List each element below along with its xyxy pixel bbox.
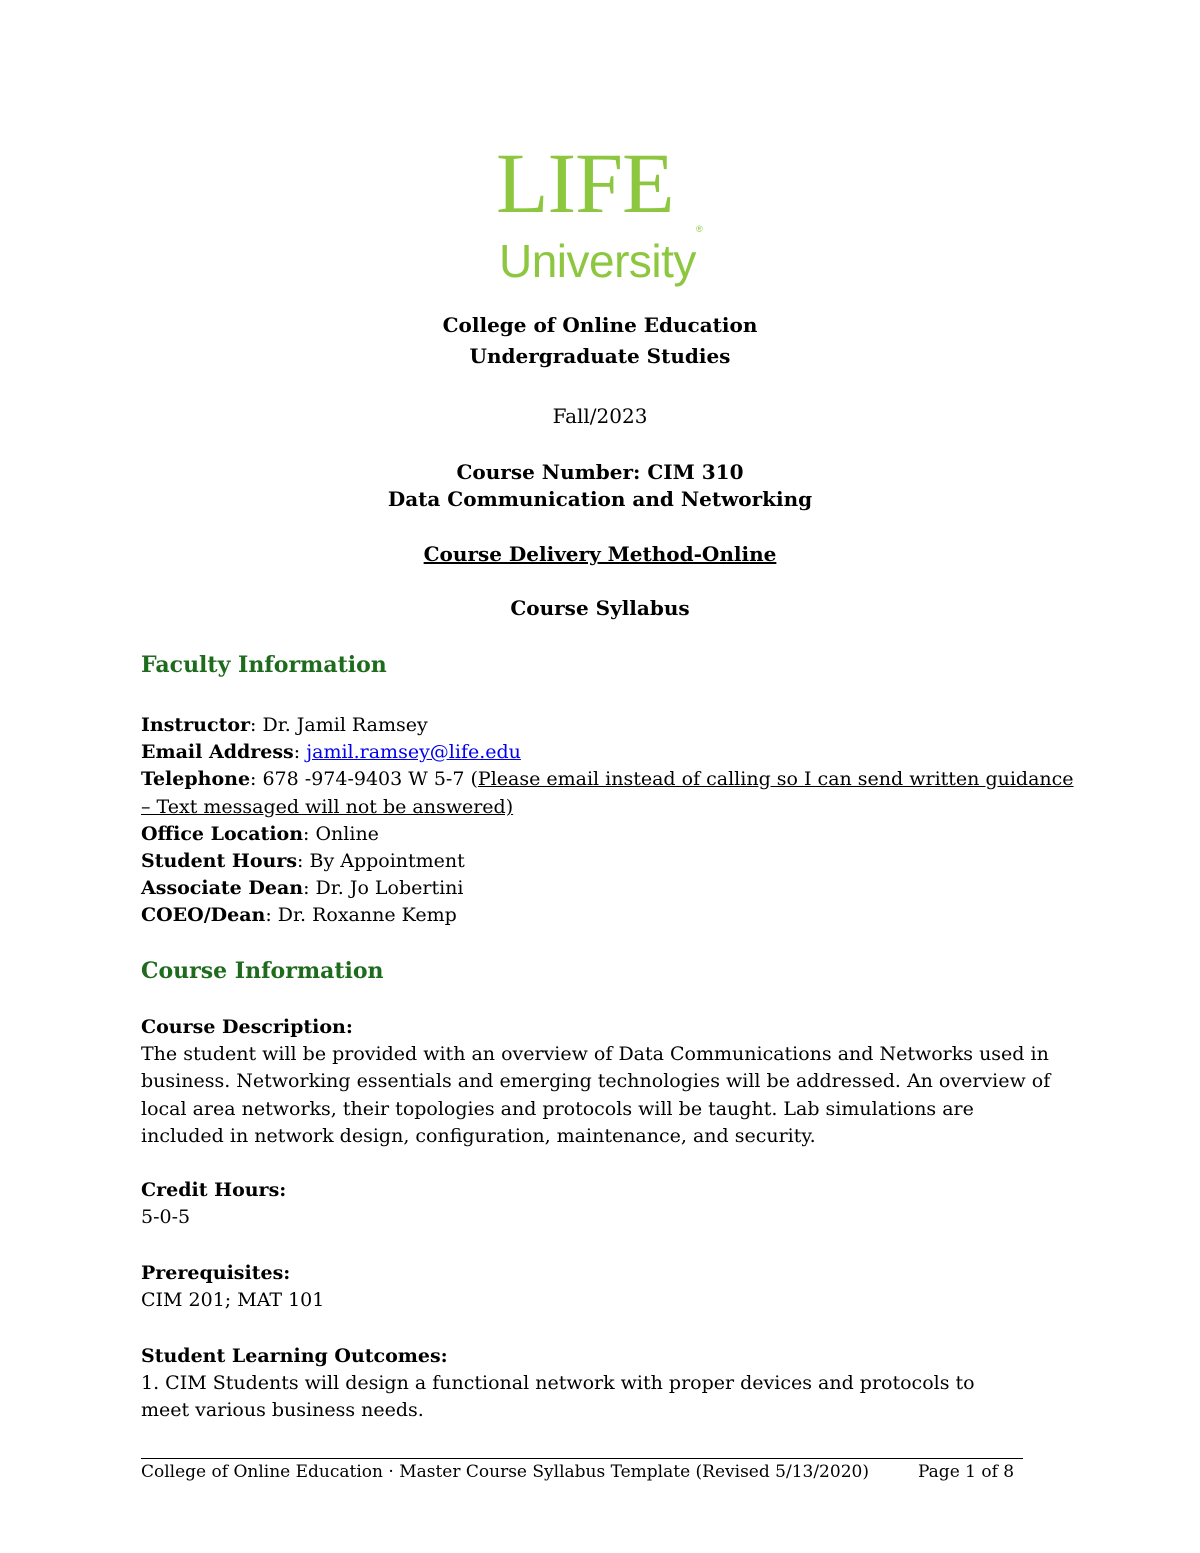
email-link[interactable]: jamil.ramsey@life.edu [306, 741, 521, 763]
instructor-line [141, 712, 428, 738]
term: Fall/2023 [552, 404, 648, 428]
telephone-note-continued: – Text messaged will not be answered) [141, 796, 514, 818]
associate-dean-value: : Dr. Jo Lobertini [303, 877, 464, 899]
office-value: : Online [303, 823, 379, 845]
course-title: Data Communication and Networking [387, 487, 813, 511]
course-description-text: The student will be provided with an overview of Data Communications and Networks used in business. Networking essentials and emerging technologies will be addressed. An overview of local area networks, their topologies and protocols will be taught. Lab simulations are included in network design, configuration, maintenance, and security. [141, 1043, 1051, 1147]
email-separator: : [293, 741, 307, 763]
email-label: Email Address [141, 741, 294, 763]
instructor-label: Instructor [141, 714, 251, 736]
footer-divider [141, 1458, 1023, 1459]
footer-template-info: College of Online Education · Master Course Syllabus Template (Revised 5/13/2020) [141, 1462, 869, 1482]
student-hours-line [141, 848, 465, 874]
prerequisites-label: Prerequisites: [141, 1262, 291, 1284]
telephone-note: Please email instead of calling so I can send written guidance [477, 768, 1074, 790]
associate-dean-label: Associate Dean [141, 877, 304, 899]
credit-hours-value: 5-0-5 [141, 1206, 191, 1228]
student-hours-label: Student Hours [141, 850, 298, 872]
course-information-heading: Course Information [141, 958, 384, 984]
telephone-line [141, 766, 1074, 792]
student-hours-value: : By Appointment [297, 850, 465, 872]
course-description-label: Course Description: [141, 1016, 353, 1038]
life-university-logo [496, 135, 716, 298]
college-title: College of Online Education [442, 313, 758, 337]
prerequisites-value: CIM 201; MAT 101 [141, 1289, 325, 1311]
telephone-value: : 678 -974-9403 W 5-7 ( [250, 768, 478, 790]
telephone-label: Telephone [141, 768, 251, 790]
dean-value: : Dr. Roxanne Kemp [265, 904, 457, 926]
dean-label: COEO/Dean [141, 904, 266, 926]
credit-hours-label: Credit Hours: [141, 1179, 287, 1201]
faculty-information-heading: Faculty Information [141, 652, 387, 678]
email-line [141, 739, 521, 765]
instructor-value: : Dr. Jamil Ramsey [250, 714, 428, 736]
division-title: Undergraduate Studies [469, 344, 731, 368]
logo-life-text: LIFE [496, 135, 674, 231]
delivery-method: Course Delivery Method-Online [423, 542, 777, 566]
learning-outcomes-label: Student Learning Outcomes: [141, 1345, 448, 1367]
logo-university-text: University [499, 235, 696, 287]
course-number: Course Number: CIM 310 [456, 460, 744, 484]
logo-registered-mark: ® [696, 224, 703, 234]
learning-outcome-1: 1. CIM Students will design a functional network with proper devices and protocols to meet various business needs. [141, 1372, 975, 1422]
document-type: Course Syllabus [510, 596, 690, 620]
dean-line [141, 902, 457, 928]
associate-dean-line [141, 875, 464, 901]
office-line [141, 821, 379, 847]
footer-page-number: Page 1 of 8 [918, 1462, 1015, 1482]
office-label: Office Location [141, 823, 304, 845]
